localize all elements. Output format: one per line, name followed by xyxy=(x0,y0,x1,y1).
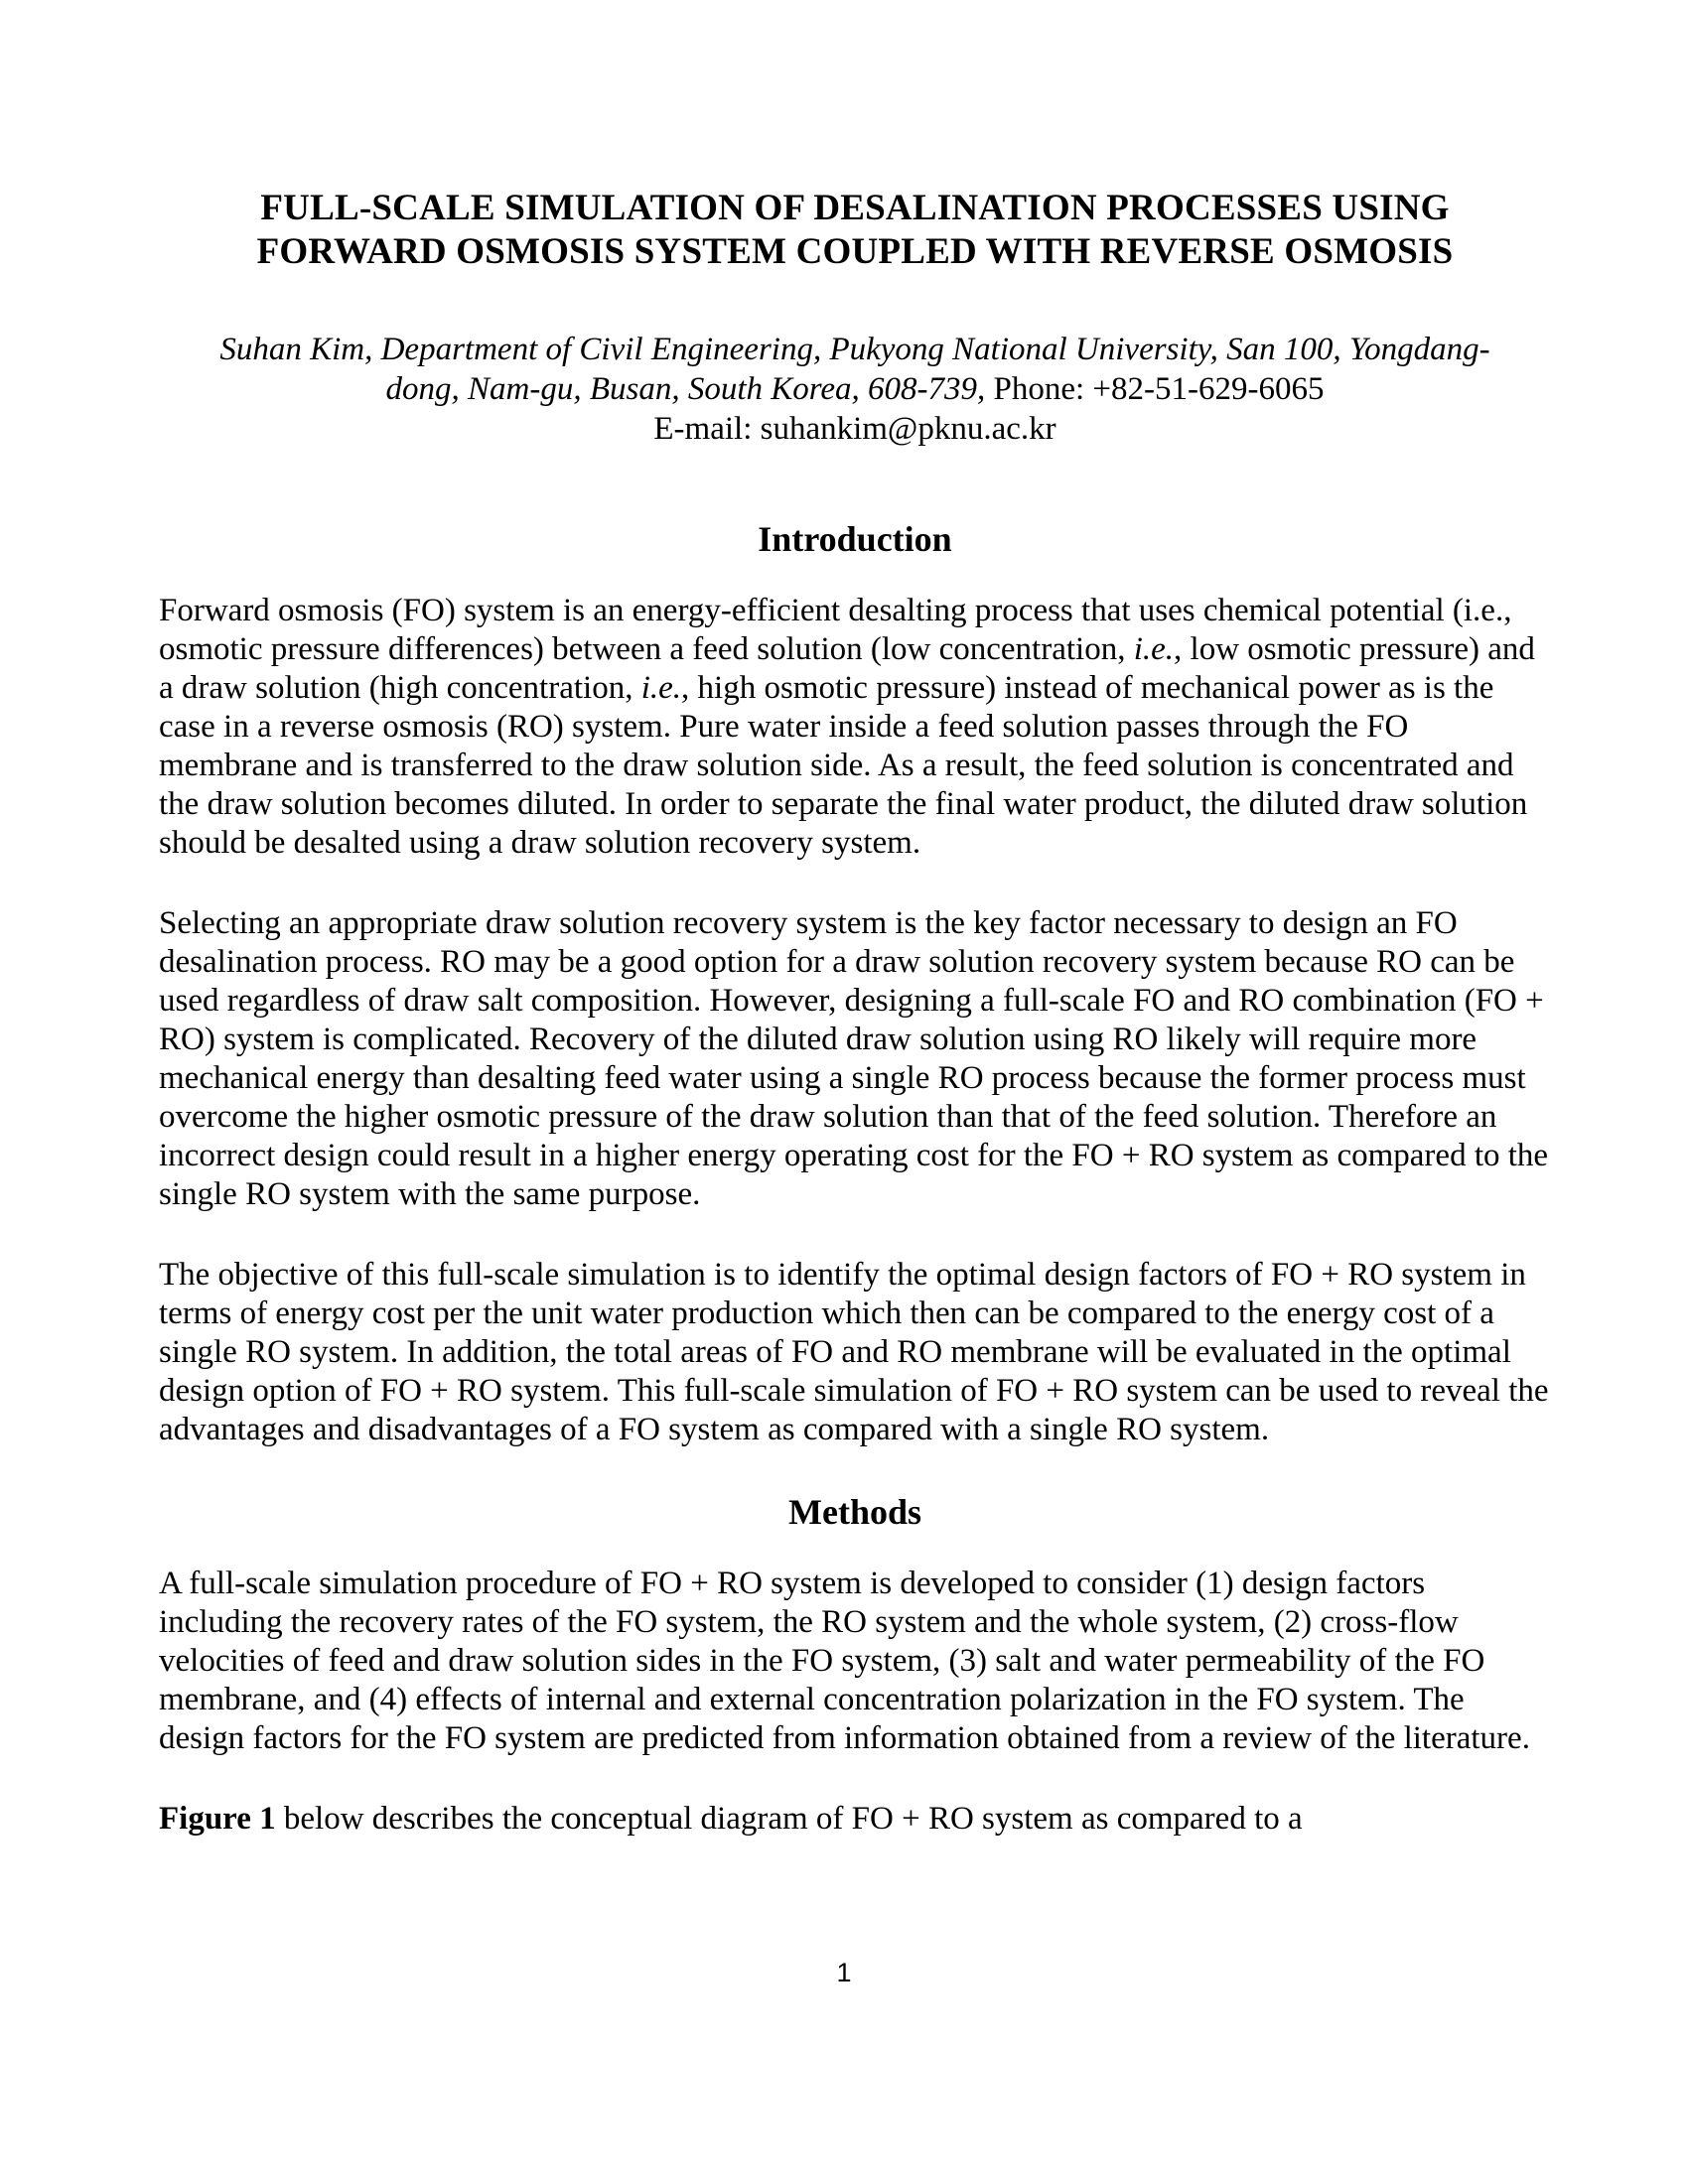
introduction-paragraph-1: Forward osmosis (FO) system is an energy-efficient desalting process that uses chemical potential (i.e., osmotic pressure differences) between a feed solution (low concentration, i.e., low osmotic pressure) and a draw solution (high concentration, i.e., high osmotic pressure) instead of mechanical power as is the case in a reverse osmosis (RO) system. Pure water inside a feed solution passes through the FO membrane and is transferred to the draw solution side. As a result, the feed solution is concentrated and the draw solution becomes diluted. In order to separate the final water product, the diluted draw solution should be desalted using a draw solution recovery system. xyxy=(159,593,1535,861)
author-affiliation-line-2: dong, Nam-gu, Busan, South Korea, 608-739, xyxy=(385,371,986,407)
introduction-paragraph-3: The objective of this full-scale simulation is to identify the optimal design factors of FO + RO system in terms of energy cost per the unit water production which then can be compared to the energy cost of a single RO system. In addition, the total areas of FO and RO membrane will be evaluated in the optimal design option of FO + RO system. This full-scale simulation of FO + RO system can be used to reveal the advantages and disadvantages of a FO system as compared with a single RO system. xyxy=(159,1257,1549,1447)
paper-title-line-1: FULL-SCALE SIMULATION OF DESALINATION PROCESSES USING xyxy=(260,188,1450,228)
page-number: 1 xyxy=(836,1958,852,1987)
paper-title-line-2: FORWARD OSMOSIS SYSTEM COUPLED WITH REVERSE OSMOSIS xyxy=(256,231,1454,272)
author-affiliation-line-1: Suhan Kim, Department of Civil Engineering, Pukyong National University, San 100, Yongdang- xyxy=(219,332,1490,367)
author-phone: Phone: +82-51-629-6065 xyxy=(985,371,1325,407)
methods-paragraph-2: Figure 1 below describes the conceptual diagram of FO + RO system as compared to a xyxy=(159,1801,1303,1837)
author-affiliation-block xyxy=(159,330,1551,449)
paper-title xyxy=(159,187,1551,274)
methods-paragraph-1: A full-scale simulation procedure of FO + RO system is developed to consider (1) design factors including the recovery rates of the FO system, the RO system and the whole system, (2) cross-flow velocities of feed and draw solution sides in the FO system, (3) salt and water permeability of the FO membrane, and (4) effects of internal and external concentration polarization in the FO system. The design factors for the FO system are predicted from information obtained from a review of the literature. xyxy=(159,1566,1530,1756)
author-email: E-mail: suhankim@pknu.ac.kr xyxy=(653,411,1056,447)
section-heading-introduction: Introduction xyxy=(758,519,952,559)
introduction-paragraph-2: Selecting an appropriate draw solution recovery system is the key factor necessary to design an FO desalination process. RO may be a good option for a draw solution recovery system because RO can be used regardless of draw salt composition. However, designing a full-scale FO and RO combination (FO + RO) system is complicated. Recovery of the diluted draw solution using RO likely will require more mechanical energy than desalting feed water using a single RO process because the former process must overcome the higher osmotic pressure of the draw solution than that of the feed solution. Therefore an incorrect design could result in a higher energy operating cost for the FO + RO system as compared to the single RO system with the same purpose. xyxy=(159,905,1549,1212)
section-heading-methods: Methods xyxy=(788,1492,921,1532)
